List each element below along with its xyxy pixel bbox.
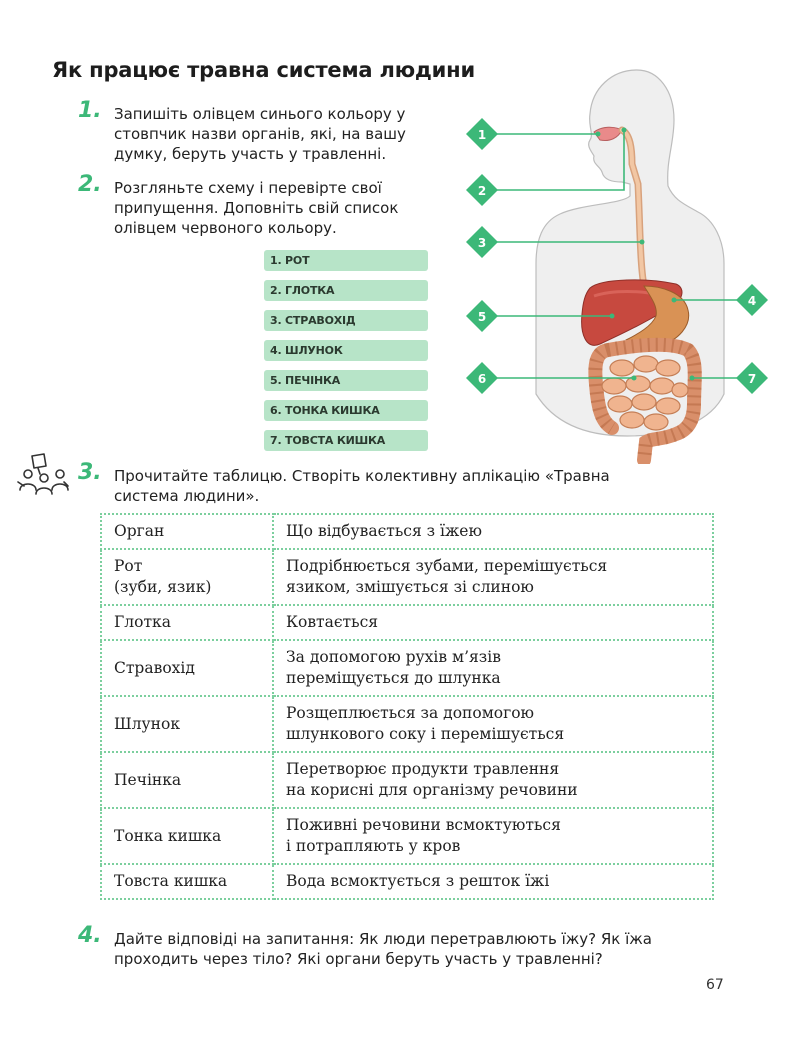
process-cell: Перетворює продукти травлення на корисні для організму речовини [273,752,713,808]
task-text: Прочитайте таблицю. Створіть колективну аплікацію «Травна система людини». [114,467,610,505]
process-cell: Поживні речовини всмоктуються і потрапляють у кров [273,808,713,864]
process-cell: Розщеплюється за допомогою шлункового соку і перемішується [273,696,713,752]
task-number: 2. [78,172,102,197]
organ-cell: Рот (зуби, язик) [101,549,273,605]
process-cell: За допомогою рухів м’язів переміщується до шлунка [273,640,713,696]
table-header-cell: Що відбувається з їжею [273,514,713,549]
task-text: Запишіть олівцем синього кольору у стовпчик назви органів, які, на вашу думку, беруть участь у травленні. [114,105,406,163]
organ-cell: Глотка [101,605,273,640]
organ-chip: 2. ГЛОТКА [264,280,428,301]
svg-text:1: 1 [477,128,487,142]
task-number: 1. [78,98,102,123]
svg-text:6: 6 [477,372,487,386]
organ-cell: Тонка кишка [101,808,273,864]
process-cell: Ковтається [273,605,713,640]
process-cell: Вода всмоктується з решток їжі [273,864,713,899]
organ-chip: 6. ТОНКА КИШКА [264,400,428,421]
table-row [101,549,713,605]
marker-1 [466,118,498,150]
table-row [101,808,713,864]
digestive-system-diagram [462,64,772,464]
task-text: Дайте відповіді на запитання: Як люди перетравлюють їжу? Як їжа проходить через тіло? Які органи беруть участь у травленні? [114,930,652,968]
svg-text:5: 5 [477,310,487,324]
organ-chip: 1. РОТ [264,250,428,271]
table-row [101,605,713,640]
table-header-cell: Орган [101,514,273,549]
table-row [101,752,713,808]
organ-chip: 4. ШЛУНОК [264,340,428,361]
table-row [101,640,713,696]
table-header-row [101,514,713,549]
table-row [101,864,713,899]
digestion-table [100,513,714,900]
marker-2 [466,174,498,206]
group-work-icon [14,452,70,496]
task-number: 3. [78,460,102,485]
organ-chip: 3. СТРАВОХІД [264,310,428,331]
organ-cell: Печінка [101,752,273,808]
svg-text:3: 3 [477,236,487,250]
process-cell: Подрібнюється зубами, перемішується язиком, змішується зі слиною [273,549,713,605]
organ-cell: Товста кишка [101,864,273,899]
svg-text:4: 4 [747,294,757,308]
organ-list [264,250,428,460]
table-row [101,696,713,752]
marker-6 [466,362,498,394]
marker-7 [736,362,768,394]
marker-5 [466,300,498,332]
organ-chip: 5. ПЕЧІНКА [264,370,428,391]
svg-text:2: 2 [477,184,487,198]
page-title: Як працює травна система людини [52,58,476,82]
organ-cell: Шлунок [101,696,273,752]
organ-chip: 7. ТОВСТА КИШКА [264,430,428,451]
marker-3 [466,226,498,258]
task-text: Розгляньте схему і перевірте свої припущення. Доповніть свій список олівцем червоного кольору. [114,179,399,237]
page-number: 67 [706,977,724,993]
organ-cell: Стравохід [101,640,273,696]
task-number: 4. [78,923,102,948]
svg-text:7: 7 [747,372,757,386]
marker-4 [736,284,768,316]
